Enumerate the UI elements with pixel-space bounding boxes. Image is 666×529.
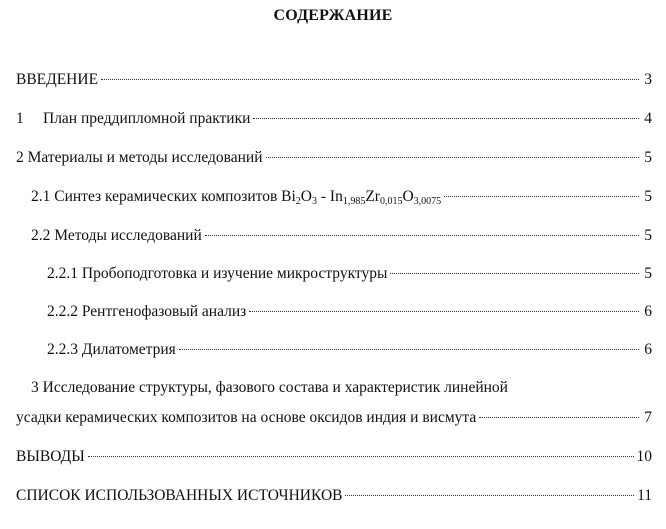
- toc-entry-text: 2.2.3 Дилатометрия: [47, 341, 176, 358]
- toc-entry-conclusions[interactable]: [16, 447, 652, 467]
- toc-entry-number: 1: [16, 110, 24, 127]
- toc-entry-synthesis[interactable]: [31, 187, 652, 209]
- toc-entry-materials-methods[interactable]: [16, 148, 652, 168]
- toc-entry-xrd[interactable]: [47, 302, 652, 322]
- toc-entry-text: усадки керамических композитов на основе оксидов индия и висмута: [16, 409, 477, 426]
- toc-entry-text: 2.2.1 Пробоподготовка и изучение микроструктуры: [47, 265, 388, 282]
- toc-page-number: 3: [644, 71, 652, 88]
- page-title: СОДЕРЖАНИЕ: [273, 7, 393, 24]
- toc-entry-introduction[interactable]: [16, 70, 652, 90]
- dot-leader: [101, 79, 639, 80]
- toc-entry-text: СПИСОК ИСПОЛЬЗОВАННЫХ ИСТОЧНИКОВ: [16, 487, 343, 504]
- toc-entry-study[interactable]: [16, 408, 652, 428]
- toc-entry-text: [16, 109, 250, 129]
- toc-page-number: 7: [644, 409, 652, 426]
- toc-page-number: 6: [644, 341, 652, 358]
- toc-entry-text: 2.1 Синтез керамических композитов $Bi_2O_3 - In_{1,985}Zr_{0,015}O_{3,0075}$: [31, 188, 442, 207]
- toc-entry-text: 2.2 Методы исследований: [31, 227, 202, 244]
- toc-entry-title: План преддипломной практики: [43, 110, 251, 127]
- dot-leader: [88, 456, 634, 457]
- dot-leader: [253, 118, 639, 119]
- dot-leader: [205, 235, 639, 236]
- toc-page-number: 5: [644, 149, 652, 166]
- dot-leader: [249, 311, 639, 312]
- toc-entry-practice-plan[interactable]: [16, 109, 652, 129]
- dot-leader: [345, 495, 634, 496]
- toc-page-number: 10: [636, 448, 652, 465]
- dot-leader: [390, 273, 639, 274]
- toc-entry-text: ВВЕДЕНИЕ: [16, 71, 99, 88]
- toc-page-number: 5: [644, 188, 652, 205]
- toc-entry-text: ВЫВОДЫ: [16, 448, 85, 465]
- dot-leader: [179, 349, 639, 350]
- dot-leader: [444, 196, 639, 197]
- toc-entry-study-line1[interactable]: 3 Исследование структуры, фазового состава и характеристик линейной: [31, 379, 508, 396]
- toc-page-number: 4: [644, 110, 652, 127]
- dot-leader: [266, 157, 639, 158]
- toc-page-number: 5: [644, 265, 652, 282]
- toc-page-number: 11: [637, 487, 652, 504]
- toc-entry-text: 2.2.2 Рентгенофазовый анализ: [47, 303, 247, 320]
- toc-page-number: 5: [644, 227, 652, 244]
- toc-entry-sample-prep[interactable]: [47, 264, 652, 284]
- toc-page-number: 6: [644, 303, 652, 320]
- toc-entry-references[interactable]: [16, 486, 652, 506]
- toc-entry-text: 2 Материалы и методы исследований: [16, 149, 263, 166]
- dot-leader: [479, 417, 639, 418]
- toc-entry-dilatometry[interactable]: [47, 340, 652, 360]
- toc-entry-research-methods[interactable]: [31, 226, 652, 246]
